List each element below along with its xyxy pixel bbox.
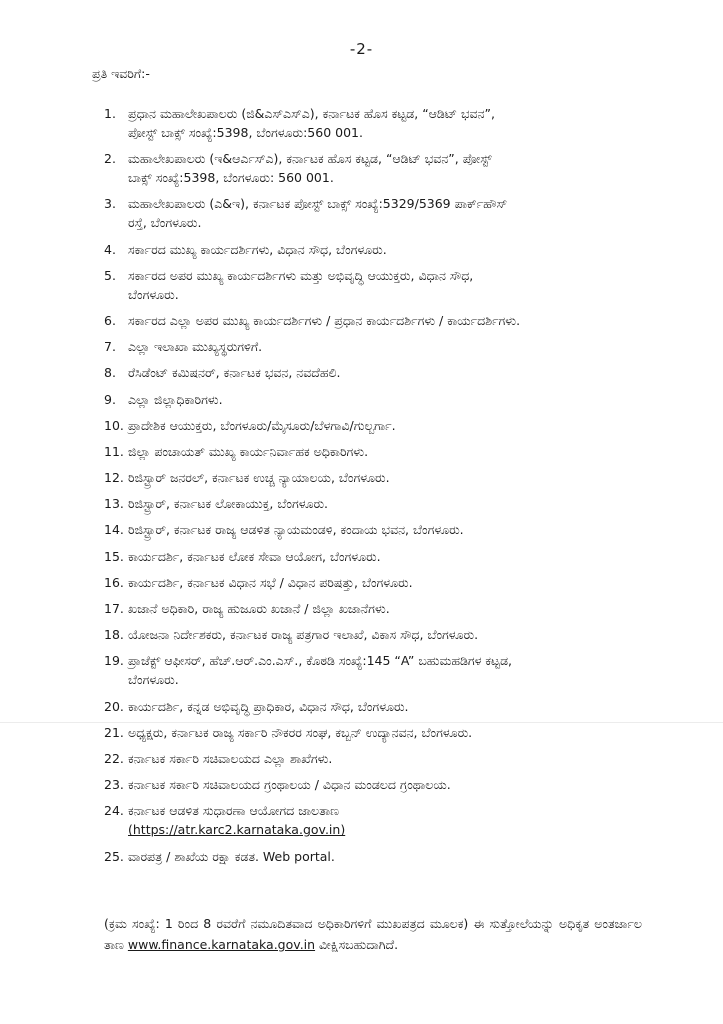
recipient-item: [104, 520, 664, 539]
recipient-text: [128, 801, 664, 839]
recipient-text: ರೆಸಿಡೆಂಟ್ ಕಮಿಷನರ್, ಕರ್ನಾಟಕ ಭವನ, ನವದೆಹಲಿ.: [128, 365, 341, 381]
recipient-item: [104, 494, 664, 513]
recipient-number: 23.: [104, 777, 124, 793]
recipient-text: ಸರ್ಕಾರದ ಎಲ್ಲಾ ಅಪರ ಮುಖ್ಯ ಕಾರ್ಯದರ್ಶಿಗಳು / ಪ್ರಧಾನ ಕಾರ್ಯದರ್ಶಿಗಳು / ಕಾರ್ಯದರ್ಶಿಗಳು.: [128, 312, 521, 328]
recipient-number: 18.: [104, 627, 124, 643]
recipient-number: 11.: [104, 443, 124, 459]
page-number: -2-: [349, 40, 374, 58]
recipient-text: ಎಲ್ಲಾ ಇಲಾಖಾ ಮುಖ್ಯಸ್ಥರುಗಳಿಗೆ.: [128, 339, 263, 355]
recipient-item: [104, 651, 664, 689]
recipient-text: ಪ್ರಧಾನ ಮಹಾಲೇಖಪಾಲರು (ಜಿ&ಎಸ್ಎಸ್ಎ), ಕರ್ನಾಟಕ ಹೊಸ ಕಟ್ಟಡ, “ಆಡಿಟ್ ಭವನ”, ಪೋಸ್ಟ್ ಬಾಕ್ಸ್ ಸಂಖ್ಯೆ:5398, ಬೆಂಗಳೂರು:560 001.: [128, 106, 495, 140]
recipient-number: 19.: [104, 653, 124, 669]
recipient-item: [104, 390, 664, 409]
recipient-list: [104, 104, 664, 873]
recipient-item: [104, 149, 664, 187]
recipient-item: [104, 847, 664, 866]
recipient-item: [104, 468, 664, 487]
recipient-item: [104, 775, 664, 794]
recipient-number: 8.: [104, 365, 116, 381]
recipient-number: 6.: [104, 312, 116, 328]
recipient-item: [104, 194, 664, 232]
recipient-text: ರಿಜಿಸ್ಟ್ರಾರ್ ಜನರಲ್, ಕರ್ನಾಟಕ ಉಚ್ಚ ನ್ಯಾಯಾಲಯ, ಬೆಂಗಳೂರು.: [128, 470, 390, 486]
recipient-number: 4.: [104, 241, 116, 257]
recipient-item: [104, 801, 664, 839]
recipient-number: 3.: [104, 196, 116, 212]
recipient-text: ಖಜಾನೆ ಅಧಿಕಾರಿ, ರಾಜ್ಯ ಹುಜೂರು ಖಜಾನೆ / ಜಿಲ್ಲಾ ಖಜಾನೆಗಳು.: [128, 601, 390, 616]
recipient-number: 10.: [104, 417, 124, 433]
recipient-item: [104, 337, 664, 356]
recipient-number: 14.: [104, 522, 124, 538]
recipient-text: ಪ್ರಾದೇಶಿಕ ಆಯುಕ್ತರು, ಬೆಂಗಳೂರು/ಮೈಸೂರು/ಬೆಳಗಾವಿ/ಗುಲ್ಬರ್ಗಾ.: [128, 417, 396, 433]
recipient-item: [104, 266, 664, 304]
recipient-text: ಸರ್ಕಾರದ ಅಪರ ಮುಖ್ಯ ಕಾರ್ಯದರ್ಶಿಗಳು ಮತ್ತು ಅಭಿವೃದ್ಧಿ ಆಯುಕ್ತರು, ವಿಧಾನ ಸೌಧ, ಬೆಂಗಳೂರು.: [128, 267, 474, 302]
recipient-item: [104, 547, 664, 566]
recipient-item: [104, 442, 664, 461]
recipient-item: [104, 599, 664, 618]
recipient-text: ಎಲ್ಲಾ ಜಿಲ್ಲಾಧಿಕಾರಿಗಳು.: [128, 391, 223, 407]
recipient-text: ಕಾರ್ಯದರ್ಶಿ, ಕರ್ನಾಟಕ ಲೋಕ ಸೇವಾ ಆಯೋಗ, ಬೆಂಗಳೂರು.: [128, 548, 381, 564]
recipient-item: [104, 749, 664, 768]
recipient-number: 21.: [104, 724, 124, 740]
recipient-text: ಯೋಜನಾ ನಿರ್ದೇಶಕರು, ಕರ್ನಾಟಕ ರಾಜ್ಯ ಪತ್ರಗಾರ ಇಲಾಖೆ, ವಿಕಾಸ ಸೌಧ, ಬೆಂಗಳೂರು.: [128, 627, 479, 643]
recipient-text: ಪ್ರಾಜೆಕ್ಟ್ ಆಫೀಸರ್, ಹೆಚ್.ಆರ್.ಎಂ.ಎಸ್., ಕೊಠಡಿ ಸಂಖ್ಯೆ:145 “A” ಬಹುಮಹಡಿಗಳ ಕಟ್ಟಡ, ಬೆಂಗಳೂರು.: [128, 653, 513, 688]
recipient-number: 20.: [104, 698, 124, 714]
recipient-item: [104, 363, 664, 382]
recipient-text: ಸರ್ಕಾರದ ಮುಖ್ಯ ಕಾರ್ಯದರ್ಶಿಗಳು, ವಿಧಾನ ಸೌಧ, ಬೆಂಗಳೂರು.: [128, 241, 387, 257]
recipient-text: ವಾರಪತ್ರ / ಶಾಖೆಯ ರಕ್ಷಾ ಕಡತ. Web portal.: [128, 848, 335, 864]
recipient-number: 9.: [104, 391, 116, 407]
finance-website-link[interactable]: www.finance.karnataka.gov.in: [127, 937, 316, 952]
recipient-number: 22.: [104, 750, 124, 766]
recipient-number: 25.: [104, 848, 124, 864]
recipient-text-line: ಕರ್ನಾಟಕ ಆಡಳಿತ ಸುಧಾರಣಾ ಆಯೋಗದ ಜಾಲತಾಣ: [128, 803, 340, 819]
recipient-text: ಜಿಲ್ಲಾ ಪಂಚಾಯತ್ ಮುಖ್ಯ ಕಾರ್ಯನಿರ್ವಾಹಕ ಅಧಿಕಾರಿಗಳು.: [128, 443, 369, 459]
recipient-number: 1.: [104, 106, 116, 121]
recipient-text: ಕರ್ನಾಟಕ ಸರ್ಕಾರಿ ಸಚಿವಾಲಯದ ಗ್ರಂಥಾಲಯ / ವಿಧಾನ ಮಂಡಲದ ಗ್ರಂಥಾಲಯ.: [128, 777, 451, 793]
recipient-item: [104, 573, 664, 592]
recipient-text: ಕಾರ್ಯದರ್ಶಿ, ಕರ್ನಾಟಕ ವಿಧಾನ ಸಭೆ / ವಿಧಾನ ಪರಿಷತ್ತು, ಬೆಂಗಳೂರು.: [128, 574, 413, 590]
recipient-text: ರಿಜಿಸ್ಟ್ರಾರ್, ಕರ್ನಾಟಕ ಲೋಕಾಯುಕ್ತ, ಬೆಂಗಳೂರು.: [128, 496, 329, 512]
recipient-text: ರಿಜಿಸ್ಟ್ರಾರ್, ಕರ್ನಾಟಕ ರಾಜ್ಯ ಆಡಳಿತ ನ್ಯಾಯಮಂಡಳಿ, ಕಂದಾಯ ಭವನ, ಬೆಂಗಳೂರು.: [128, 522, 464, 538]
recipient-text: ಅಧ್ಯಕ್ಷರು, ಕರ್ನಾಟಕ ರಾಜ್ಯ ಸರ್ಕಾರಿ ನೌಕರರ ಸಂಘ, ಕಬ್ಬನ್ ಉದ್ಯಾನವನ, ಬೆಂಗಳೂರು.: [128, 724, 473, 740]
atr-portal-link[interactable]: (https://atr.karc2.karnataka.gov.in): [128, 822, 346, 838]
recipient-number: 12.: [104, 470, 124, 486]
recipient-text: ಮಹಾಲೇಖಪಾಲರು (ಇ&ಆರ್ಎಸ್ಎ), ಕರ್ನಾಟಕ ಹೊಸ ಕಟ್ಟಡ, “ಆಡಿಟ್ ಭವನ”, ಪೋಸ್ಟ್ ಬಾಕ್ಸ್ ಸಂಖ್ಯೆ:5398, ಬೆಂಗಳೂರು: 560 001.: [128, 151, 492, 186]
recipient-item: [104, 697, 664, 716]
recipient-item: [104, 625, 664, 644]
recipient-number: 2.: [104, 151, 116, 167]
footnote-text-before: (ಕ್ರಮ ಸಂಖ್ಯೆ: 1 ರಿಂದ 8 ರವರೆಗೆ ನಮೂದಿತವಾದ ಅಧಿಕಾರಿಗಳಿಗೆ ಮುಖಪತ್ರದ ಮೂಲಕ) ಈ ಸುತ್ತೋಲೆಯನ್ನು ಅಧಿಕೃತ ಅಂತರ್ಜಾಲ ತಾಣ: [104, 916, 642, 952]
footnote: [104, 913, 642, 955]
recipient-item: [104, 416, 664, 435]
recipient-number: 7.: [104, 339, 116, 355]
recipient-item: [104, 311, 664, 330]
recipient-text: ಕಾರ್ಯದರ್ಶಿ, ಕನ್ನಡ ಅಭಿವೃದ್ಧಿ ಪ್ರಾಧಿಕಾರ, ವಿಧಾನ ಸೌಧ, ಬೆಂಗಳೂರು.: [128, 698, 409, 714]
recipient-number: 24.: [104, 803, 124, 819]
recipient-number: 17.: [104, 601, 124, 616]
recipient-text: ಕರ್ನಾಟಕ ಸರ್ಕಾರಿ ಸಚಿವಾಲಯದ ಎಲ್ಲಾ ಶಾಖೆಗಳು.: [128, 750, 333, 766]
recipient-number: 16.: [104, 574, 124, 590]
copy-to-heading: ಪ್ರತಿ ಇವರಿಗೆ:-: [92, 66, 150, 81]
recipient-number: 13.: [104, 496, 124, 512]
recipient-number: 15.: [104, 548, 124, 564]
recipient-number: 5.: [104, 267, 116, 283]
recipient-item: [104, 240, 664, 259]
recipient-item: [104, 104, 664, 142]
recipient-item: [104, 723, 664, 742]
scan-artifact-line: [0, 722, 723, 723]
footnote-text-after: ವೀಕ್ಷಿಸಬಹುದಾಗಿದೆ.: [315, 937, 399, 952]
recipient-text: ಮಹಾಲೇಖಪಾಲರು (ಎ&ಇ), ಕರ್ನಾಟಕ ಪೋಸ್ಟ್ ಬಾಕ್ಸ್ ಸಂಖ್ಯೆ:5329/5369 ಪಾರ್ಕ್‌ಹೌಸ್ ರಸ್ತೆ, ಬೆಂಗಳೂರು.: [128, 196, 508, 231]
